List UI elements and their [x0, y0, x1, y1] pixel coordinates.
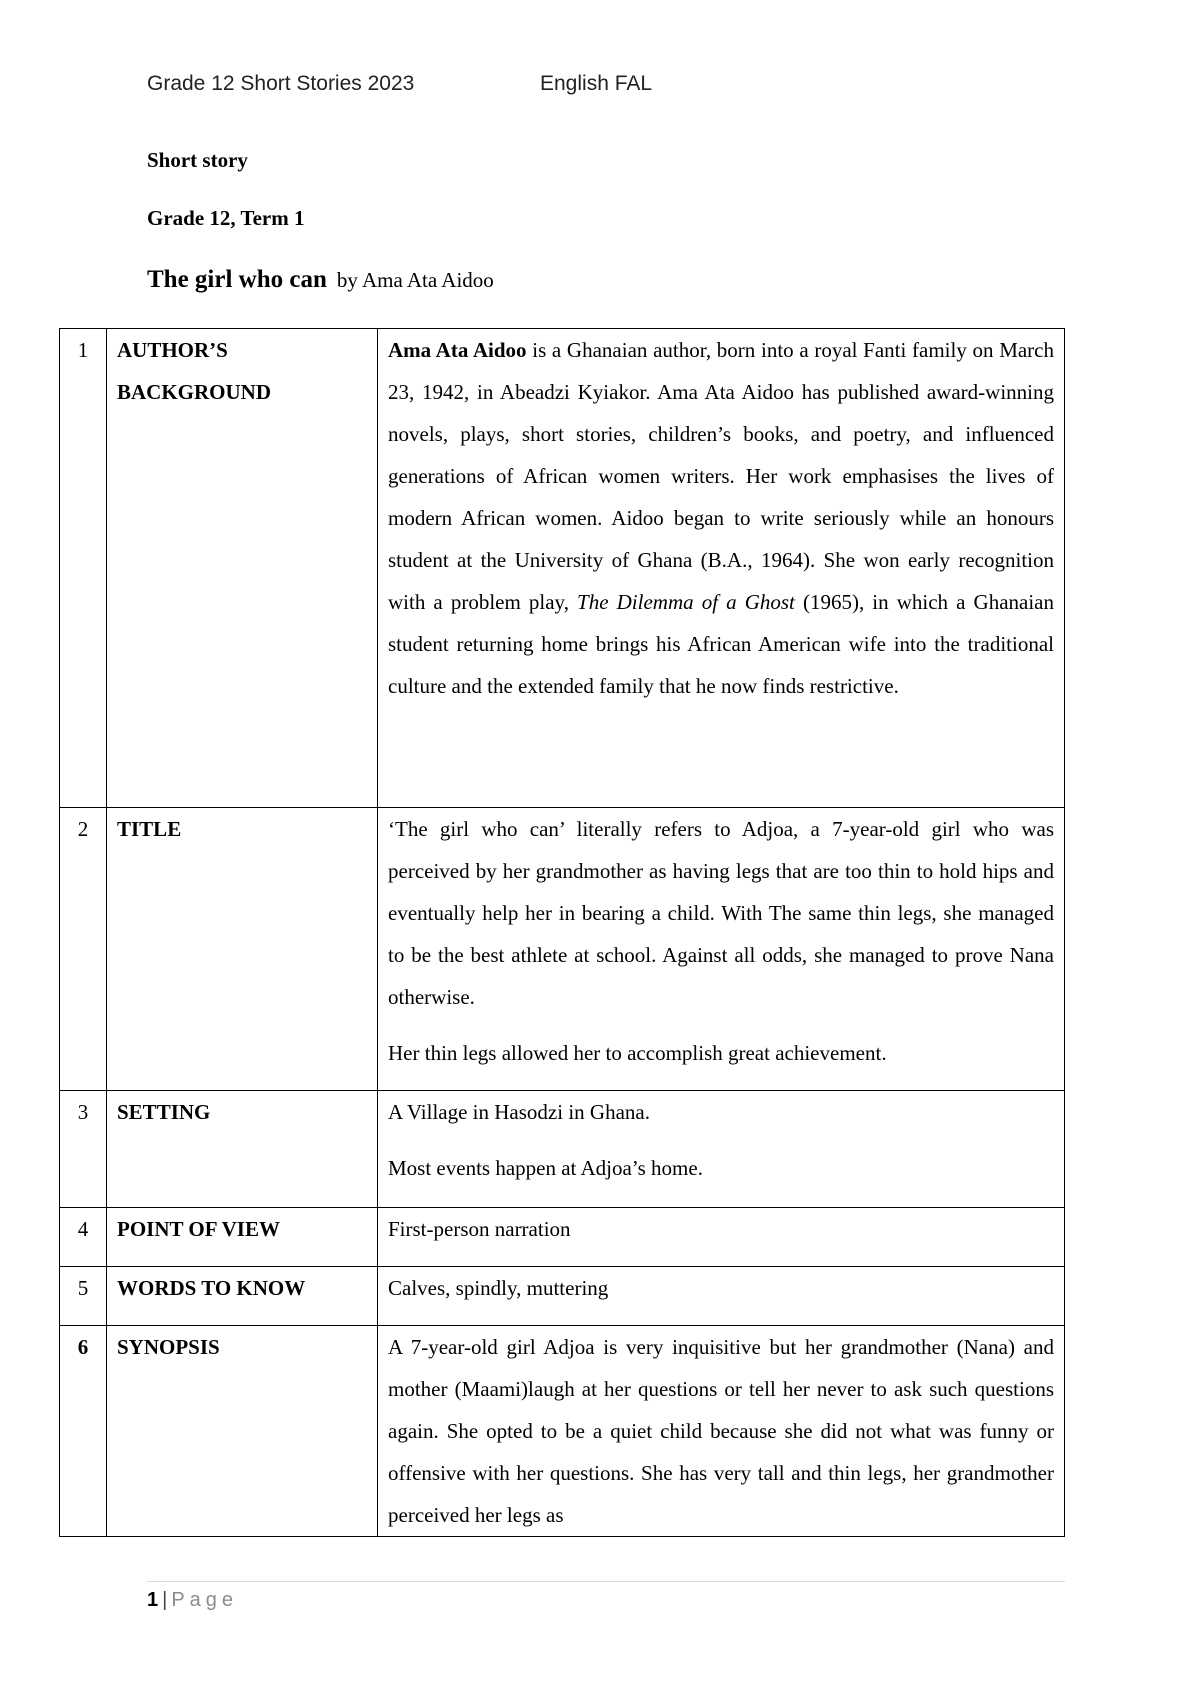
- row-heading: POINT OF VIEW: [107, 1208, 378, 1267]
- row-heading: WORDS TO KNOW: [107, 1267, 378, 1326]
- page-footer: [147, 1589, 238, 1612]
- row-content: [378, 808, 1065, 1091]
- point-of-view-text: First-person narration: [388, 1217, 571, 1241]
- setting-place: A Village in Hasodzi in Ghana.: [388, 1100, 650, 1124]
- row-number: 1: [60, 329, 107, 808]
- table-row: [60, 1267, 1065, 1326]
- header-subject: English FAL: [540, 72, 653, 95]
- row-heading: TITLE: [107, 808, 378, 1091]
- header-series: Grade 12 Short Stories 2023: [147, 72, 415, 95]
- page-header: [147, 72, 653, 96]
- title-note: Her thin legs allowed her to accomplish great achievement.: [388, 1041, 887, 1065]
- author-name: Ama Ata Aidoo: [388, 338, 527, 362]
- row-number: 4: [60, 1208, 107, 1267]
- story-title-line: [147, 266, 494, 294]
- row-content: [378, 1208, 1065, 1267]
- story-info-table: [59, 328, 1065, 1537]
- term-label: Grade 12, Term 1: [147, 206, 305, 230]
- page-number: 1: [147, 1589, 159, 1611]
- page-label: Page: [171, 1589, 239, 1611]
- table-row: [60, 329, 1065, 808]
- footer-divider: [147, 1581, 1065, 1582]
- table-row: [60, 1091, 1065, 1208]
- table-row: [60, 1326, 1065, 1537]
- table-row: [60, 1208, 1065, 1267]
- row-content: [378, 329, 1065, 808]
- row-heading: SETTING: [107, 1091, 378, 1208]
- story-byline: by Ama Ata Aidoo: [336, 268, 494, 292]
- footer-separator: |: [162, 1589, 168, 1611]
- title-explanation: ‘The girl who can’ literally refers to Adjoa, a 7-year-old girl who was perceived by her grandmother as having legs that are too thin to hold hips and eventually help her in bearing a child. With The same thin legs, she managed to be the best athlete at school. Against all odds, she managed to prove Nana otherwise.: [388, 817, 1054, 1009]
- play-title: The Dilemma of a Ghost: [577, 590, 795, 614]
- author-bio-text-continued: (1965), in which a Ghanaian student returning home brings his African American wife into the traditional culture and the extended family that he now finds restrictive.: [388, 590, 1055, 698]
- row-number: 3: [60, 1091, 107, 1208]
- synopsis-text: A 7-year-old girl Adjoa is very inquisitive but her grandmother (Nana) and mother (Maami)laugh at her questions or tell her never to ask such questions again. She opted to be a quiet child because she did not what was funny or offensive with her questions. She has very tall and thin legs, her grandmother perceived her legs as: [388, 1335, 1054, 1527]
- row-number: 5: [60, 1267, 107, 1326]
- row-content: [378, 1091, 1065, 1208]
- row-heading: AUTHOR’S BACKGROUND: [107, 329, 378, 808]
- row-content: [378, 1267, 1065, 1326]
- story-title: The girl who can: [147, 266, 327, 293]
- row-number: 2: [60, 808, 107, 1091]
- words-to-know-text: Calves, spindly, muttering: [388, 1276, 609, 1300]
- row-content: [378, 1326, 1065, 1537]
- row-number: 6: [60, 1326, 107, 1537]
- table-row: [60, 808, 1065, 1091]
- author-bio-text: is a Ghanaian author, born into a royal Fanti family on March 23, 1942, in Abeadzi Kyiakor. Ama Ata Aidoo has published award-winning novels, plays, short stories, children’s books, and poetry, and influenced generations of African women writers. Her work emphasises the lives of modern African women. Aidoo began to write seriously while an honours student at the University of Ghana (B.A., 1964). She won early recognition with a problem play,: [388, 338, 1054, 614]
- setting-detail: Most events happen at Adjoa’s home.: [388, 1156, 703, 1180]
- row-heading: SYNOPSIS: [107, 1326, 378, 1537]
- genre-label: Short story: [147, 148, 248, 172]
